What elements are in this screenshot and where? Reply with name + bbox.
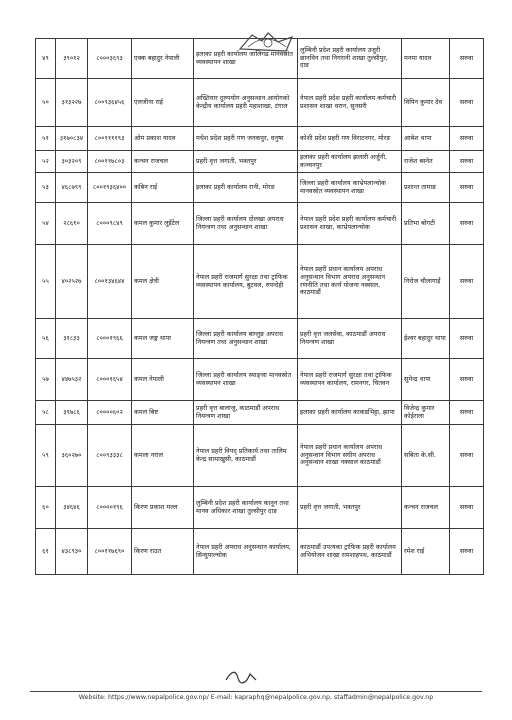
row-current-office: जिल्ला प्रहरी कार्यालय स्याङ्जा मानवस्रोत व्यवस्थापन शाखा <box>194 359 298 401</box>
table-row <box>36 245 484 319</box>
row-new-office: नेपाल प्रहरी राजमार्ग सुरक्षा तथा ट्राफिक व्यवस्थापन कार्यालय, रामनगर, चितवन <box>298 359 402 401</box>
signature-mark <box>222 666 262 686</box>
row-new-office: जिल्ला प्रहरी कार्यालय काभ्रेपलान्चोक मानवस्रोत व्यवस्थापन शाखा <box>298 173 402 203</box>
row-serial: ५६ <box>36 319 56 359</box>
row-remark: सरुवा <box>450 245 484 319</box>
row-serial: ५० <box>36 79 56 127</box>
row-new-office: काठमाडौं उपत्यका ट्राफिक प्रहरी कार्यालय अभियोजन शाखा रामशाहपथ, काठमाडौं <box>298 529 402 575</box>
row-id-number: ८००००६०२ <box>88 401 132 425</box>
row-new-office: नेपाल प्रहरी प्रदेश प्रहरी कार्यालय कर्मचारी प्रशासन शाखा धरान, सुनसरी <box>298 79 402 127</box>
row-name: कमल नेपाली <box>132 359 194 401</box>
row-current-office: इलाका प्रहरी कार्यालय रानी, मोरङ <box>194 173 298 203</box>
table-row <box>36 79 484 127</box>
row-remark: सरुवा <box>450 401 484 425</box>
row-remark: सरुवा <box>450 151 484 173</box>
row-rank-number: ३०३२०९ <box>56 151 88 173</box>
row-serial: ५३ <box>36 173 56 203</box>
row-remark: सरुवा <box>450 203 484 245</box>
row-rank-number: ३१३२२७ <box>56 79 88 127</box>
row-current-office: नेपाल प्रहरी राजमार्ग सुरक्षा तथा ट्राफिक व्यवस्थापन कार्यालय, बुटवल, रुपन्देही <box>194 245 298 319</box>
row-name: किरण राउत <box>132 529 194 575</box>
row-id-number: ८००९३३३८ <box>88 425 132 487</box>
table-row <box>36 127 484 151</box>
row-new-office: कोशी प्रदेश प्रहरी गण विराटनगर, मोरङ <box>298 127 402 151</box>
row-rank-number: ३१८३३ <box>56 319 88 359</box>
row-rank-number: ३४६४६ <box>56 487 88 529</box>
table-row <box>36 425 484 487</box>
row-id-number: ८००११७६९० <box>88 529 132 575</box>
row-current-office: जिल्ला प्रहरी कार्यालय बाग्लुङ अपराध नियन्त्रण तथा अनुसन्धान शाखा <box>194 319 298 359</box>
row-new-office: नेपाल प्रहरी प्रधान कार्यालय अपराध अनुसन्धान विभाग संघीय अपराध अनुसन्धान शाखा नक्साल काठमाडौं <box>298 425 402 487</box>
table-row <box>36 173 484 203</box>
row-name: कमल कुमार लुइँटेल <box>132 203 194 245</box>
row-remark: सरुवा <box>450 79 484 127</box>
row-name: कमल बिष्ट <box>132 401 194 425</box>
row-serial: ५१ <box>36 127 56 151</box>
row-name: कमला नराल <box>132 425 194 487</box>
row-id-number: ८००९३६४५६ <box>88 79 132 127</box>
row-replacement: ईश्वर बहादुर थापा <box>402 319 450 359</box>
table-row <box>36 529 484 575</box>
row-id-number: ८००००१९६ <box>88 487 132 529</box>
row-serial: ४९ <box>36 39 56 79</box>
table-row <box>36 487 484 529</box>
police-emblem-stamp-icon <box>234 27 298 57</box>
row-replacement: कन्चन राजचल <box>402 487 450 529</box>
row-new-office: लुम्बिनी प्रदेश प्रहरी कार्यालय उजुरी छानविन तथा निगरानी शाखा तुल्सीपुर, दाङ <box>298 39 402 79</box>
row-name: कन्चन राजचल <box>132 151 194 173</box>
table-row <box>36 203 484 245</box>
row-serial: ५९ <box>36 425 56 487</box>
row-new-office: नेपाल प्रहरी प्रधान कार्यालय अपराध अनुसन्धान विभाग अपराध अनुसन्धान रणनीति तथा कार्य योजना नक्साल, काठमाडौं <box>298 245 402 319</box>
row-name: एलजीना राई <box>132 79 194 127</box>
row-replacement: प्रतिभा बोगटी <box>402 203 450 245</box>
row-remark: सरुवा <box>450 359 484 401</box>
row-current-office: प्रहरी वृत्त जगाती, भक्तपुर <box>194 151 298 173</box>
row-rank-number: ३६०२७० <box>56 425 88 487</box>
row-new-office: इलाका प्रहरी कार्यालय झलारी अर्जुनी, कञ्चनपुर <box>298 151 402 173</box>
row-rank-number: ३९७८६ <box>56 401 88 425</box>
row-replacement: मनमा यादव <box>402 39 450 79</box>
row-current-office: नेपाल प्रहरी अपराध अनुसन्धान कार्यालय, सिन्धुपाल्चोक <box>194 529 298 575</box>
row-serial: ५४ <box>36 203 56 245</box>
row-replacement: आबेश थापा <box>402 127 450 151</box>
row-id-number: ८०००१९६६ <box>88 319 132 359</box>
row-replacement: निरोज चौलागाईं <box>402 245 450 319</box>
row-name: कमल जङ्ग थापा <box>132 319 194 359</box>
row-rank-number: ४४७५३२ <box>56 359 88 401</box>
row-serial: ५८ <box>36 401 56 425</box>
row-remark: सरुवा <box>450 487 484 529</box>
transfer-table <box>35 38 484 575</box>
row-serial: ५७ <box>36 359 56 401</box>
row-current-office: इलाका प्रहरी कार्यालय जालिगढ मानवस्रोत व्यवस्थापन शाखा <box>194 39 298 79</box>
row-replacement: प्रशान्त तामाङ <box>402 173 450 203</box>
row-replacement: विपिन कुमार देव <box>402 79 450 127</box>
row-id-number: ८००१३४६४४ <box>88 245 132 319</box>
row-rank-number: ४०२५२७ <box>56 245 88 319</box>
row-serial: ६० <box>36 487 56 529</box>
row-name: किरण प्रकाश मल्ल <box>132 487 194 529</box>
row-replacement: सुमेन्द्र थापा <box>402 359 450 401</box>
row-current-office: प्रहरी वृत्त बालाजु, काठमाडौं अपराध नियन्त्रण शाखा <box>194 401 298 425</box>
row-rank-number: ३९०१२ <box>56 39 88 79</box>
row-id-number: ८०००३६९३ <box>88 39 132 79</box>
row-new-office: प्रहरी वृत्त जलसेवा, काठमाडौं अपराध नियन्त्रण शाखा <box>298 319 402 359</box>
row-current-office: नेपाल प्रहरी विपद् प्रतिकार्य तथा तालिम केन्द्र सामाखुसी, काठमाडौं <box>194 425 298 487</box>
row-id-number: ८००११७८०३ <box>88 151 132 173</box>
row-name: एक्क बहादुर नेपाली <box>132 39 194 79</box>
row-current-office: जिल्ला प्रहरी कार्यालय दोलखा अपराध नियन्त्रण तथा अनुसन्धान शाखा <box>194 203 298 245</box>
table-row <box>36 359 484 401</box>
footer-contact: Website: https://www.nepalpolice.gov.np/ E-mail: kapraphq@nepalpolice.gov.np, staffadmin@nepalpolice.gov.np <box>78 694 434 701</box>
row-replacement: सबिता के.सी. <box>402 425 450 487</box>
row-current-office: लुम्बिनी प्रदेश प्रहरी कार्यालय कानून तथा मानव अधिकार शाखा तुल्सीपुर दाङ <box>194 487 298 529</box>
row-replacement: विजेन्द्र कुमार कोईराला <box>402 401 450 425</box>
row-remark: सरुवा <box>450 319 484 359</box>
row-id-number: ८००११११९३ <box>88 127 132 151</box>
table-row <box>36 151 484 173</box>
row-rank-number: २८६१० <box>56 203 88 245</box>
row-serial: ५२ <box>36 151 56 173</box>
row-serial: ६१ <box>36 529 56 575</box>
row-replacement: रमेश राई <box>402 529 450 575</box>
table-row <box>36 319 484 359</box>
row-remark: सरुवा <box>450 127 484 151</box>
row-new-office: नेपाल प्रहरी प्रदेश प्रहरी कार्यालय कर्मचारी प्रशासन शाखा, काभ्रेपलान्चोक <box>298 203 402 245</box>
row-serial: ५५ <box>36 245 56 319</box>
row-rank-number: ४३८९३० <box>56 529 88 575</box>
row-new-office: इलाका प्रहरी कार्यालय काकडभिट्टा, झापा <box>298 401 402 425</box>
row-new-office: प्रहरी वृत्त जगाती, भक्तपुर <box>298 487 402 529</box>
row-replacement: राजेश बस्नेत <box>402 151 450 173</box>
row-remark: सरुवा <box>450 425 484 487</box>
row-remark: सरुवा <box>450 529 484 575</box>
footer-divider <box>30 691 482 692</box>
row-rank-number: ३१७०८३४ <box>56 127 88 151</box>
row-rank-number: ४६८७९९ <box>56 173 88 203</box>
row-name: कमल क्षेत्री <box>132 245 194 319</box>
row-remark: सरुवा <box>450 173 484 203</box>
row-id-number: ८००१९३६४०० <box>88 173 132 203</box>
row-name: ओम प्रकाश यादव <box>132 127 194 151</box>
row-remark: सरुवा <box>450 39 484 79</box>
row-current-office: मधेश प्रदेश प्रहरी गण जनकपुर, धनुषा <box>194 127 298 151</box>
row-id-number: ८०००१६५४ <box>88 359 132 401</box>
row-name: कबिन राई <box>132 173 194 203</box>
table-row <box>36 401 484 425</box>
row-id-number: ८०००९८४९ <box>88 203 132 245</box>
row-current-office: अख्तियार दुरुपयोग अनुसन्धान आयोगको केन्द्रीय कार्यालय प्रहरी महाशाखा, टंगाल <box>194 79 298 127</box>
